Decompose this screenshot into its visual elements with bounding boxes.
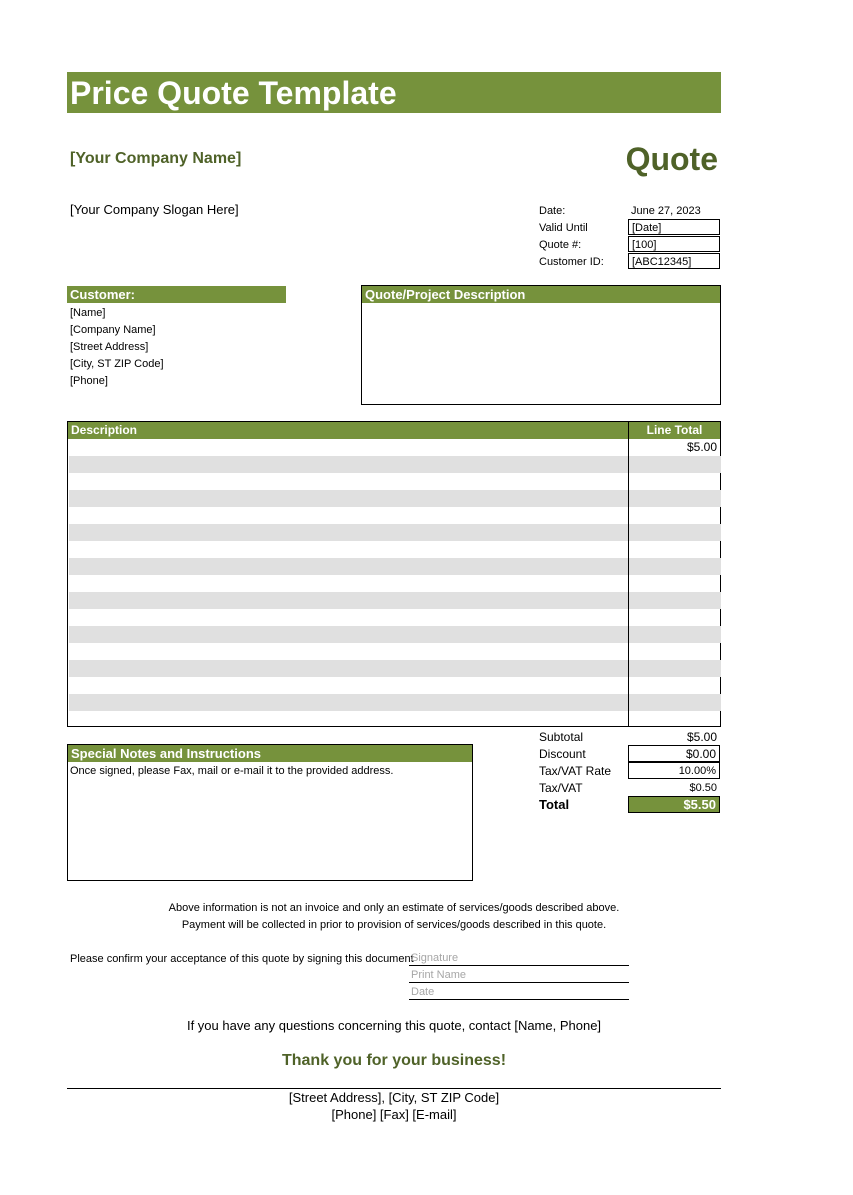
description-column-header: Description [71, 423, 138, 437]
items-table [67, 421, 721, 727]
special-notes-box[interactable] [67, 744, 473, 881]
tax-rate-field[interactable]: 10.00% [628, 762, 720, 779]
customer-header: Customer: [67, 286, 286, 303]
valid-until-label: Valid Until [539, 222, 588, 234]
date-value: June 27, 2023 [631, 205, 701, 217]
signature-field[interactable]: Signature [409, 950, 629, 966]
table-row[interactable] [69, 626, 721, 643]
table-row[interactable] [69, 660, 721, 677]
project-description-box[interactable] [361, 285, 721, 405]
footer-divider [67, 1088, 721, 1089]
subtotal-label: Subtotal [539, 730, 584, 744]
total-label: Total [539, 797, 570, 812]
table-row[interactable] [69, 558, 721, 575]
valid-until-field[interactable]: [Date] [628, 219, 720, 235]
footer-address: [Street Address], [City, ST ZIP Code] [288, 1090, 500, 1105]
customer-id-label: Customer ID: [539, 256, 604, 268]
quote-number-field[interactable]: [100] [628, 236, 720, 252]
page-title: Price Quote Template [70, 75, 397, 111]
customer-id-field[interactable]: [ABC12345] [628, 253, 720, 269]
disclaimer-line-2: Payment will be collected in prior to provision of services/goods described in this quote. [181, 919, 607, 931]
quote-number-label: Quote #: [539, 239, 582, 251]
table-row[interactable] [69, 694, 721, 711]
project-description-header: Quote/Project Description [362, 286, 720, 303]
table-row[interactable] [69, 524, 721, 541]
quote-heading: Quote [625, 141, 718, 177]
customer-street[interactable]: [Street Address] [70, 341, 149, 353]
tax-value: $0.50 [689, 782, 717, 794]
customer-city[interactable]: [City, ST ZIP Code] [70, 358, 164, 370]
signature-date-field[interactable]: Date [409, 984, 629, 1000]
contact-line: If you have any questions concerning this quote, contact [Name, Phone] [186, 1018, 602, 1033]
customer-phone[interactable]: [Phone] [70, 375, 108, 387]
items-header-row [68, 422, 720, 439]
customer-name[interactable]: [Name] [70, 307, 106, 319]
print-name-field[interactable]: Print Name [409, 967, 629, 983]
tax-rate-label: Tax/VAT Rate [539, 764, 612, 778]
line-total-column-header: Line Total [646, 423, 703, 437]
column-divider [628, 422, 629, 727]
footer-contact: [Phone] [Fax] [E-mail] [331, 1107, 457, 1122]
tax-label: Tax/VAT [539, 781, 583, 795]
total-value: $5.50 [628, 796, 720, 813]
table-row[interactable] [69, 490, 721, 507]
table-row[interactable] [69, 592, 721, 609]
discount-field[interactable]: $0.00 [628, 745, 720, 762]
signature-prompt: Please confirm your acceptance of this quote by signing this document [70, 953, 414, 965]
line-total-cell[interactable]: $5.00 [686, 440, 717, 454]
customer-company[interactable]: [Company Name] [70, 324, 156, 336]
date-label: Date: [539, 205, 566, 217]
thank-you-message: Thank you for your business! [281, 1052, 507, 1069]
discount-label: Discount [539, 747, 586, 761]
company-name: [Your Company Name] [70, 150, 242, 167]
special-notes-header: Special Notes and Instructions [68, 745, 472, 762]
company-slogan: [Your Company Slogan Here] [70, 202, 239, 217]
subtotal-value: $5.00 [686, 730, 717, 744]
table-row[interactable] [69, 456, 721, 473]
special-notes-text: Once signed, please Fax, mail or e-mail it to the provided address. [70, 765, 394, 777]
disclaimer-line-1: Above information is not an invoice and only an estimate of services/goods described above. [168, 902, 620, 914]
